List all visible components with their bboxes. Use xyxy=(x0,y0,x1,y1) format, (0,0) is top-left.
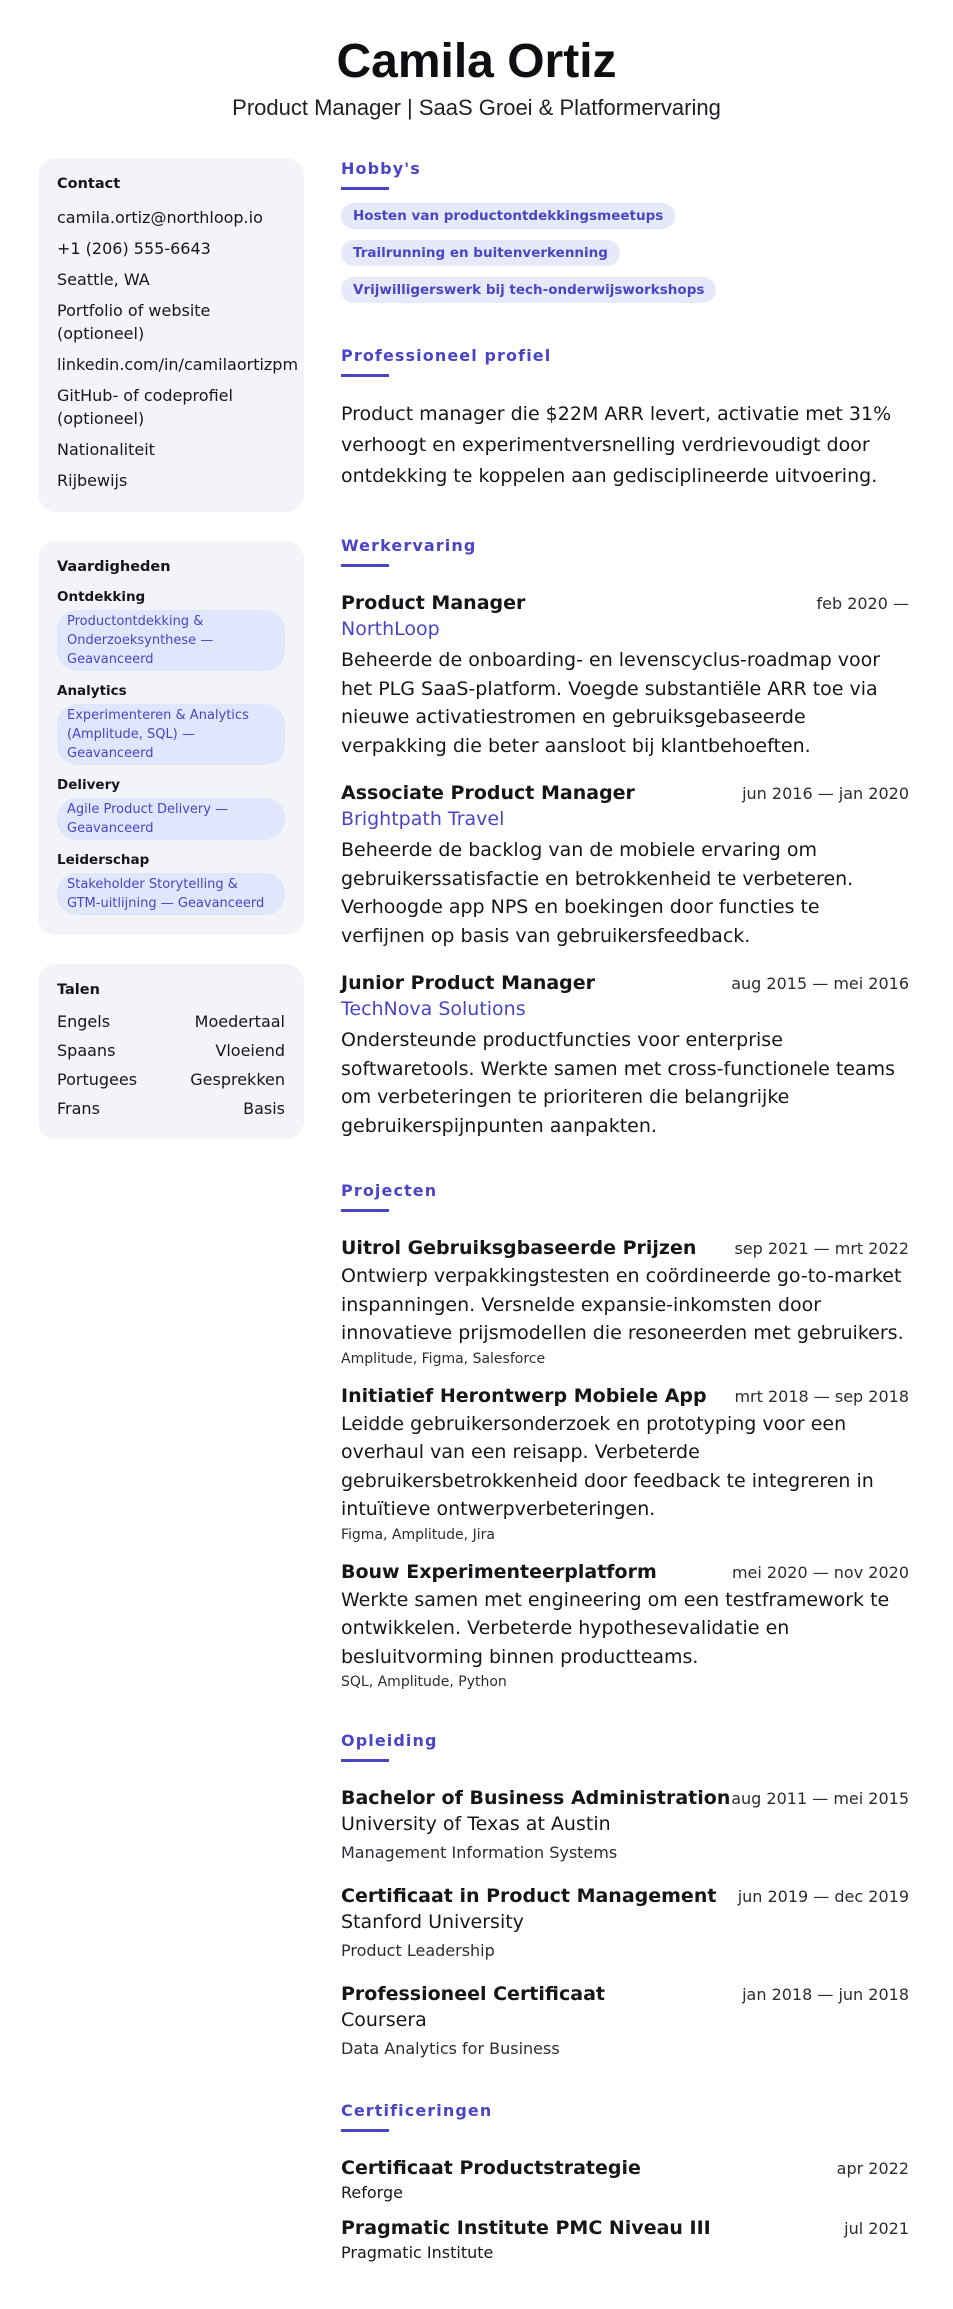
job-title: Associate Product Manager xyxy=(341,782,635,804)
project-entry xyxy=(341,1385,909,1543)
project-tech: Amplitude, Figma, Salesforce xyxy=(341,1350,546,1367)
main-column xyxy=(341,158,909,2264)
language-row xyxy=(57,1099,285,1119)
profile-text: Product manager die $22M ARR levert, activatie met 31% verhoogt en experimentversnelling verdrievoudigt door ontdekking te koppelen aan gedisciplineerde uitvoering. xyxy=(341,403,892,487)
skill-pill: Agile Product Delivery — Geavanceerd xyxy=(57,798,285,840)
education-entry xyxy=(341,1983,909,2060)
project-entry xyxy=(341,1237,909,1367)
school-name: Stanford University xyxy=(341,1911,524,1933)
language-level: Vloeiend xyxy=(215,1041,285,1060)
hobbies-title: Hobby's xyxy=(341,159,421,178)
hobby-chips xyxy=(341,203,909,314)
profile-section xyxy=(341,345,909,492)
contact-github: GitHub- of codeprofiel (optioneel) xyxy=(57,386,233,428)
experience-title: Werkervaring xyxy=(341,536,477,555)
contact-nationality: Nationaliteit xyxy=(57,440,155,459)
degree-title: Bachelor of Business Administration xyxy=(341,1787,731,1809)
skill-group-title: Ontdekking xyxy=(57,589,146,605)
skills-card xyxy=(38,541,304,935)
sidebar xyxy=(38,158,304,1168)
degree-title: Certificaat in Product Management xyxy=(341,1885,717,1907)
job-dates: aug 2015 — mei 2016 xyxy=(731,974,909,993)
education-dates: aug 2011 — mei 2015 xyxy=(731,1789,909,1808)
languages-title: Talen xyxy=(57,982,100,998)
hobbies-section xyxy=(341,158,909,314)
certification-issuer: Reforge xyxy=(341,2183,403,2202)
certification-date: apr 2022 xyxy=(836,2159,909,2178)
skill-pill: Productontdekking & Onderzoeksynthese — Geavanceerd xyxy=(57,610,285,671)
education-entry xyxy=(341,1787,909,1864)
section-divider xyxy=(341,374,389,377)
education-dates: jan 2018 — jun 2018 xyxy=(742,1985,909,2004)
school-name: Coursera xyxy=(341,2009,427,2031)
contact-location: Seattle, WA xyxy=(57,270,150,289)
education-dates: jun 2019 — dec 2019 xyxy=(737,1887,909,1906)
skills-title: Vaardigheden xyxy=(57,559,171,575)
language-level: Gesprekken xyxy=(190,1070,285,1089)
section-divider xyxy=(341,2129,389,2132)
candidate-name: Camila Ortiz xyxy=(336,35,617,88)
experience-entry xyxy=(341,592,909,760)
field-of-study: Data Analytics for Business xyxy=(341,2039,560,2058)
contact-card xyxy=(38,158,304,512)
certification-name: Certificaat Productstrategie xyxy=(341,2157,641,2179)
projects-title: Projecten xyxy=(341,1181,438,1200)
certifications-section xyxy=(341,2100,909,2264)
field-of-study: Management Information Systems xyxy=(341,1843,618,1862)
language-row xyxy=(57,1012,285,1032)
language-name: Portugees xyxy=(57,1070,138,1089)
hobby-chip: Hosten van productontdekkingsmeetups xyxy=(341,203,675,229)
contact-license: Rijbewijs xyxy=(57,471,128,490)
skill-pill: Stakeholder Storytelling & GTM-uitlijning — Geavanceerd xyxy=(57,873,285,915)
job-description: Ondersteunde productfuncties voor enterprise softwaretools. Werkte samen met cross-functionele teams om verbeteringen te prioriteren die belangrijke gebruikerspijnpunten aanpakten. xyxy=(341,1029,896,1137)
language-name: Engels xyxy=(57,1012,111,1031)
skill-pill: Experimenteren & Analytics (Amplitude, SQL) — Geavanceerd xyxy=(57,704,285,765)
project-name: Bouw Experimenteerplatform xyxy=(341,1560,657,1583)
project-description: Leidde gebruikersonderzoek en prototyping voor een overhaul van een reisapp. Verbeterde gebruikersbetrokkenheid door feedback te integreren in intuïtieve ontwerpverbeteringen. xyxy=(341,1412,874,1520)
section-divider xyxy=(341,1759,389,1762)
degree-title: Professioneel Certificaat xyxy=(341,1983,605,2005)
certification-entry xyxy=(341,2157,909,2204)
project-dates: mrt 2018 — sep 2018 xyxy=(734,1386,909,1406)
project-description: Werkte samen met engineering om een testframework te ontwikkelen. Verbeterde hypothesevalidatie en besluitvorming binnen productteams. xyxy=(341,1588,890,1668)
section-divider xyxy=(341,564,389,567)
education-entry xyxy=(341,1885,909,1962)
education-section xyxy=(341,1730,909,2060)
contact-title: Contact xyxy=(57,176,121,192)
hobby-chip: Trailrunning en buitenverkenning xyxy=(341,240,620,266)
experience-entry xyxy=(341,782,909,950)
language-level: Basis xyxy=(243,1099,285,1118)
section-divider xyxy=(341,1209,389,1212)
project-tech: SQL, Amplitude, Python xyxy=(341,1674,507,1690)
job-dates: jun 2016 — jan 2020 xyxy=(742,784,909,803)
contact-portfolio: Portfolio of website (optioneel) xyxy=(57,301,211,343)
job-dates: feb 2020 — xyxy=(816,594,909,613)
skill-group xyxy=(57,852,285,915)
project-description: Ontwierp verpakkingstesten en coördineerde go-to-market inspanningen. Versnelde expansie-inkomsten door innovatieve prijsmodellen die resoneerden met gebruikers. xyxy=(341,1265,904,1344)
certification-entry xyxy=(341,2217,909,2264)
project-entry xyxy=(341,1561,909,1691)
skill-group-title: Analytics xyxy=(57,683,127,699)
job-company: TechNova Solutions xyxy=(341,998,526,1020)
hobby-chip: Vrijwilligerswerk bij tech-onderwijsworkshops xyxy=(341,277,716,303)
job-description: Beheerde de backlog van de mobiele ervaring om gebruikerssatisfactie en betrokkenheid te verbeteren. Verhoogde app NPS en boekingen door functies te verfijnen op basis van gebruikersfeedback. xyxy=(341,839,854,947)
certification-name: Pragmatic Institute PMC Niveau III xyxy=(341,2217,711,2239)
skill-group xyxy=(57,589,285,671)
certification-date: jul 2021 xyxy=(844,2219,909,2238)
skill-group-title: Delivery xyxy=(57,777,121,793)
skill-group xyxy=(57,683,285,765)
education-title: Opleiding xyxy=(341,1731,438,1750)
language-name: Frans xyxy=(57,1099,100,1118)
job-description: Beheerde de onboarding- en levenscyclus-roadmap voor het PLG SaaS-platform. Voegde substantiële ARR toe via nieuwe activatiestromen en gebruiksgebaseerde verpakking die beter aansloot bij klantbehoeften. xyxy=(341,649,881,757)
school-name: University of Texas at Austin xyxy=(341,1813,611,1835)
contact-linkedin[interactable]: linkedin.com/in/camilaortizpm xyxy=(57,355,299,374)
project-name: Uitrol Gebruiksgbaseerde Prijzen xyxy=(341,1237,697,1259)
language-name: Spaans xyxy=(57,1041,116,1060)
job-company: NorthLoop xyxy=(341,618,440,640)
skill-group-title: Leiderschap xyxy=(57,852,150,868)
job-title: Product Manager xyxy=(341,592,526,614)
job-title: Junior Product Manager xyxy=(341,972,596,994)
certifications-title: Certificeringen xyxy=(341,2101,493,2120)
languages-card xyxy=(38,964,304,1139)
skill-group xyxy=(57,777,285,840)
project-tech: Figma, Amplitude, Jira xyxy=(341,1526,495,1543)
experience-section xyxy=(341,535,909,1140)
experience-entry xyxy=(341,972,909,1140)
contact-email[interactable]: camila.ortiz@northloop.io xyxy=(57,208,263,227)
project-dates: mei 2020 — nov 2020 xyxy=(731,1562,909,1582)
project-dates: sep 2021 — mrt 2022 xyxy=(734,1239,909,1258)
language-row xyxy=(57,1041,285,1061)
job-company: Brightpath Travel xyxy=(341,808,505,830)
section-divider xyxy=(341,187,389,190)
profile-title: Professioneel profiel xyxy=(341,346,552,365)
project-name: Initiatief Herontwerp Mobiele App xyxy=(341,1384,707,1407)
certification-issuer: Pragmatic Institute xyxy=(341,2243,494,2262)
language-row xyxy=(57,1070,285,1090)
candidate-headline: Product Manager | SaaS Groei & Platformervaring xyxy=(232,95,721,120)
resume-header xyxy=(0,34,953,122)
field-of-study: Product Leadership xyxy=(341,1941,495,1960)
projects-section xyxy=(341,1180,909,1690)
contact-phone[interactable]: +1 (206) 555-6643 xyxy=(57,239,211,258)
language-level: Moedertaal xyxy=(194,1012,285,1031)
